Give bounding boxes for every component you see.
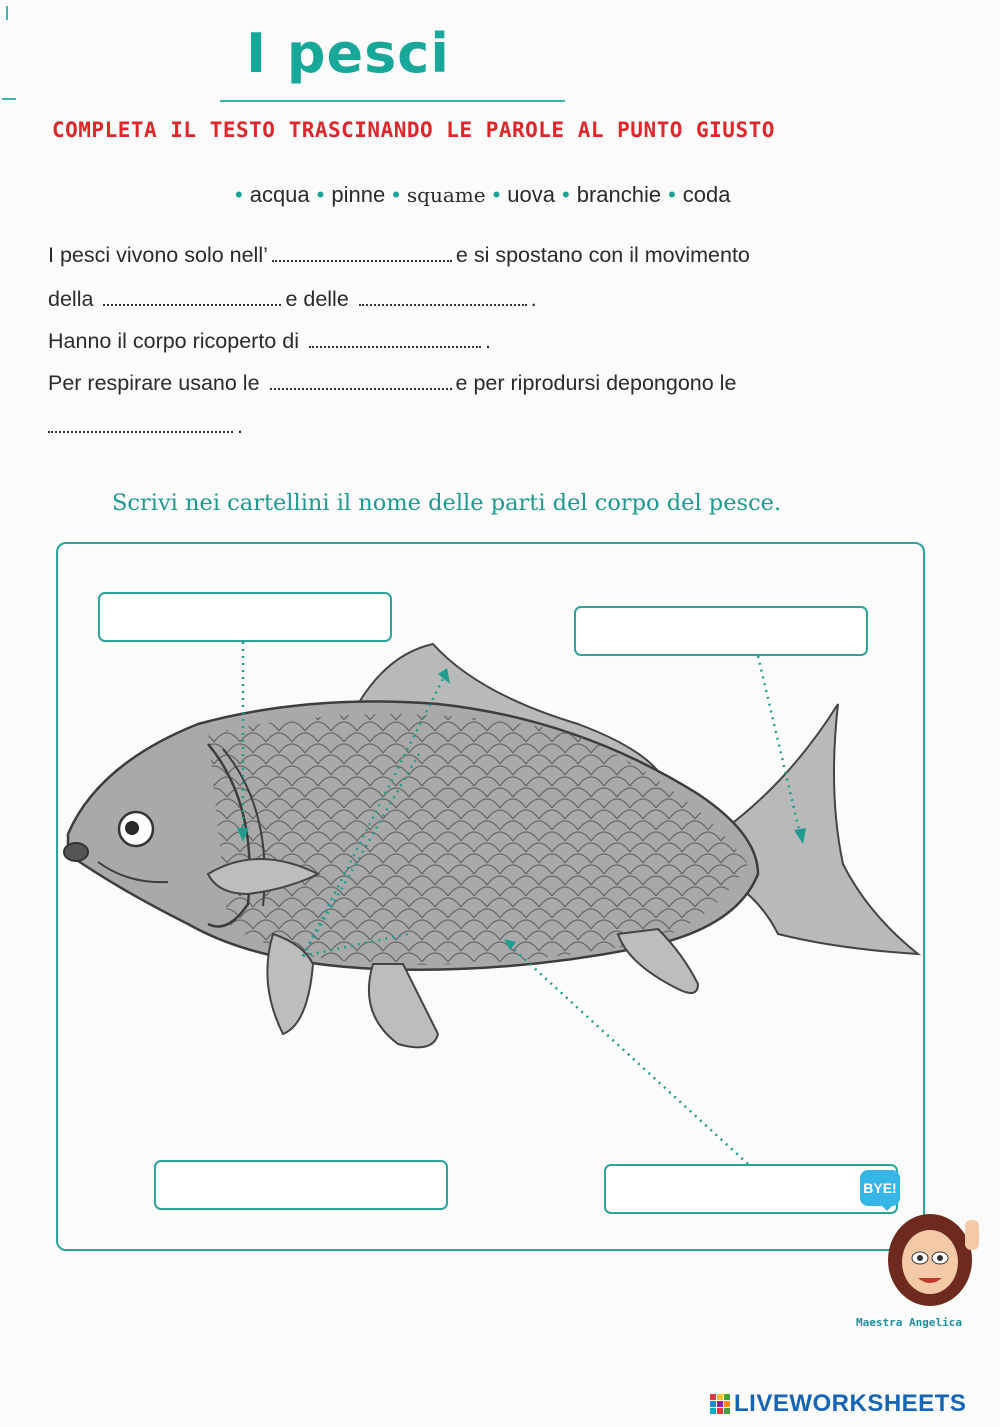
text-segment: Per respirare usano le xyxy=(48,371,260,395)
bullet: • xyxy=(492,182,501,207)
word-bank xyxy=(230,180,733,210)
text-line-4 xyxy=(48,370,736,396)
scales xyxy=(208,714,748,965)
drop-blank-2[interactable] xyxy=(103,286,281,306)
word-uova[interactable]: uova xyxy=(507,182,555,207)
word-pinne[interactable]: pinne xyxy=(331,182,386,207)
page-title: I pesci xyxy=(246,22,450,85)
fish-mouth xyxy=(64,843,88,861)
drop-blank-3[interactable] xyxy=(359,286,527,306)
bullet: • xyxy=(235,182,243,207)
instruction: COMPLETA IL TESTO TRASCINANDO LE PAROLE AL PUNTO GIUSTO xyxy=(52,118,775,142)
text-line-2 xyxy=(48,286,537,312)
title-underline xyxy=(220,100,565,102)
logo-grid-icon xyxy=(710,1394,730,1414)
teacher-avatar xyxy=(880,1200,990,1308)
text-segment: . xyxy=(530,287,537,311)
word-squame[interactable]: squame xyxy=(406,183,486,207)
brand-text: LIVEWORKSHEETS xyxy=(734,1390,967,1417)
label-box-bottom-right[interactable] xyxy=(604,1164,898,1214)
text-line-5 xyxy=(48,413,243,439)
text-line-3 xyxy=(48,328,491,354)
drop-blank-6[interactable] xyxy=(48,413,233,433)
bullet: • xyxy=(562,182,570,207)
diagram-frame xyxy=(56,542,925,1251)
text-segment: e per riprodursi depongono le xyxy=(455,371,737,395)
drop-blank-4[interactable] xyxy=(309,328,481,348)
drop-blank-1[interactable] xyxy=(272,242,452,262)
drop-blank-5[interactable] xyxy=(270,370,452,390)
label-box-top-right[interactable] xyxy=(574,606,868,656)
liveworksheets-logo xyxy=(710,1390,966,1418)
text-segment: I pesci vivono solo nell’ xyxy=(48,243,268,267)
anal-fin-rear xyxy=(618,929,698,993)
tail-fin xyxy=(718,704,918,954)
diagram-instruction: Scrivi nei cartellini il nome delle parti del corpo del pesce. xyxy=(112,490,782,516)
pointer-scales xyxy=(508,944,748,1164)
text-segment: . xyxy=(237,414,243,438)
fish-pupil xyxy=(125,821,139,835)
text-segment: della xyxy=(48,287,94,311)
word-acqua[interactable]: acqua xyxy=(249,182,310,207)
author-name: Maestra Angelica xyxy=(856,1316,962,1329)
anal-fin-front xyxy=(369,964,438,1047)
text-segment: e si spostano con il movimento xyxy=(455,243,750,267)
margin-mark-left xyxy=(6,6,8,20)
margin-mark-top xyxy=(2,98,16,100)
label-box-bottom-left[interactable] xyxy=(154,1160,448,1210)
text-segment: e delle xyxy=(285,287,349,311)
word-branchie[interactable]: branchie xyxy=(576,182,662,207)
bye-bubble: BYE! xyxy=(860,1170,900,1206)
text-line-1 xyxy=(48,242,750,268)
bullet: • xyxy=(316,182,325,207)
word-coda[interactable]: coda xyxy=(682,182,731,207)
text-segment: . xyxy=(484,329,491,353)
label-box-top-left[interactable] xyxy=(98,592,392,642)
bullet: • xyxy=(392,182,400,207)
bullet: • xyxy=(668,182,676,207)
text-segment: Hanno il corpo ricoperto di xyxy=(48,329,299,353)
